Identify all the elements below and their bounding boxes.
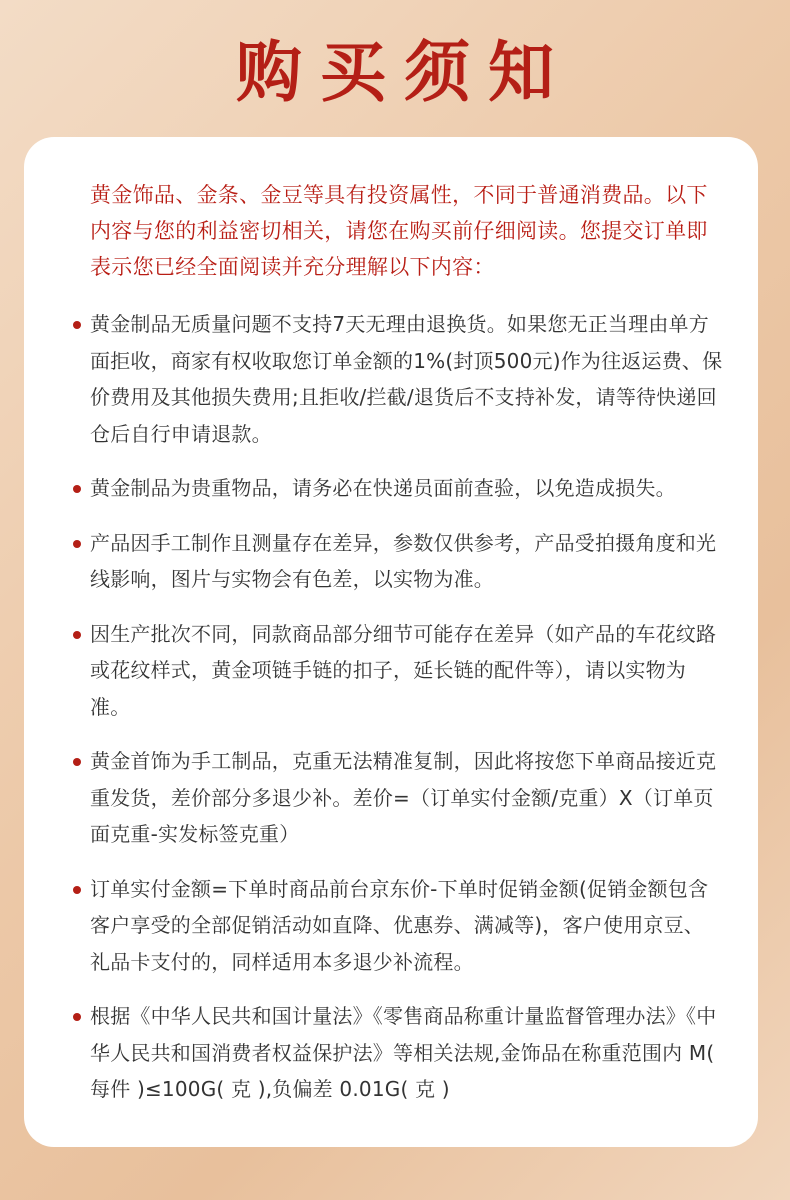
- notice-item-text: 黄金首饰为手工制品，克重无法精准复制，因此将按您下单商品接近克重发货，差价部分多退少补。差价=（订单实付金额/克重）X（订单页面克重-实发标签克重）: [90, 749, 717, 846]
- intro-text: 黄金饰品、金条、金豆等具有投资属性，不同于普通消费品。以下内容与您的利益密切相关，请您在购买前仔细阅读。您提交订单即表示您已经全面阅读并充分理解以下内容：: [90, 183, 708, 279]
- notice-item: [90, 525, 724, 598]
- notice-list: [90, 306, 724, 1108]
- notice-item-text: 黄金制品无质量问题不支持7天无理由退换货。如果您无正当理由单方面拒收，商家有权收取您订单金额的1%(封顶500元)作为往返运费、保价费用及其他损失费用;且拒收/拦截/退货后不支持补发，请等待快递回仓后自行申请退款。: [90, 312, 723, 446]
- bullet-dot-icon: [73, 540, 81, 548]
- bullet-dot-icon: [73, 485, 81, 493]
- notice-item-text: 根据《中华人民共和国计量法》《零售商品称重计量监督管理办法》《中华人民共和国消费者权益保护法》等相关法规,金饰品在称重范围内 M( 每件 )≤100G( 克 ),负偏差 0.01G( 克 ): [90, 1004, 717, 1101]
- bullet-dot-icon: [73, 631, 81, 639]
- bullet-dot-icon: [73, 758, 81, 766]
- notice-item-text: 黄金制品为贵重物品，请务必在快递员面前查验，以免造成损失。: [90, 476, 676, 500]
- notice-item: [90, 998, 724, 1108]
- notice-item-text: 产品因手工制作且测量存在差异，参数仅供参考，产品受拍摄角度和光线影响，图片与实物会有色差，以实物为准。: [90, 530, 717, 591]
- notice-item: [90, 743, 724, 853]
- notice-item-text: 因生产批次不同，同款商品部分细节可能存在差异（如产品的车花纹路或花纹样式，黄金项链手链的扣子，延长链的配件等），请以实物为准。: [90, 621, 717, 719]
- notice-item: [90, 470, 724, 507]
- page-title: 购买须知: [236, 33, 572, 111]
- bullet-dot-icon: [73, 321, 81, 329]
- notice-item: [90, 616, 724, 726]
- notice-card: [24, 137, 758, 1147]
- notice-item: [90, 871, 724, 981]
- notice-item: [90, 306, 724, 452]
- bullet-dot-icon: [73, 886, 81, 894]
- notice-item-text: 订单实付金额=下单时商品前台京东价-下单时促销金额(促销金额包含客户享受的全部促销活动如直降、优惠券、满减等)，客户使用京豆、礼品卡支付的，同样适用本多退少补流程。: [90, 876, 709, 974]
- bullet-dot-icon: [73, 1013, 81, 1021]
